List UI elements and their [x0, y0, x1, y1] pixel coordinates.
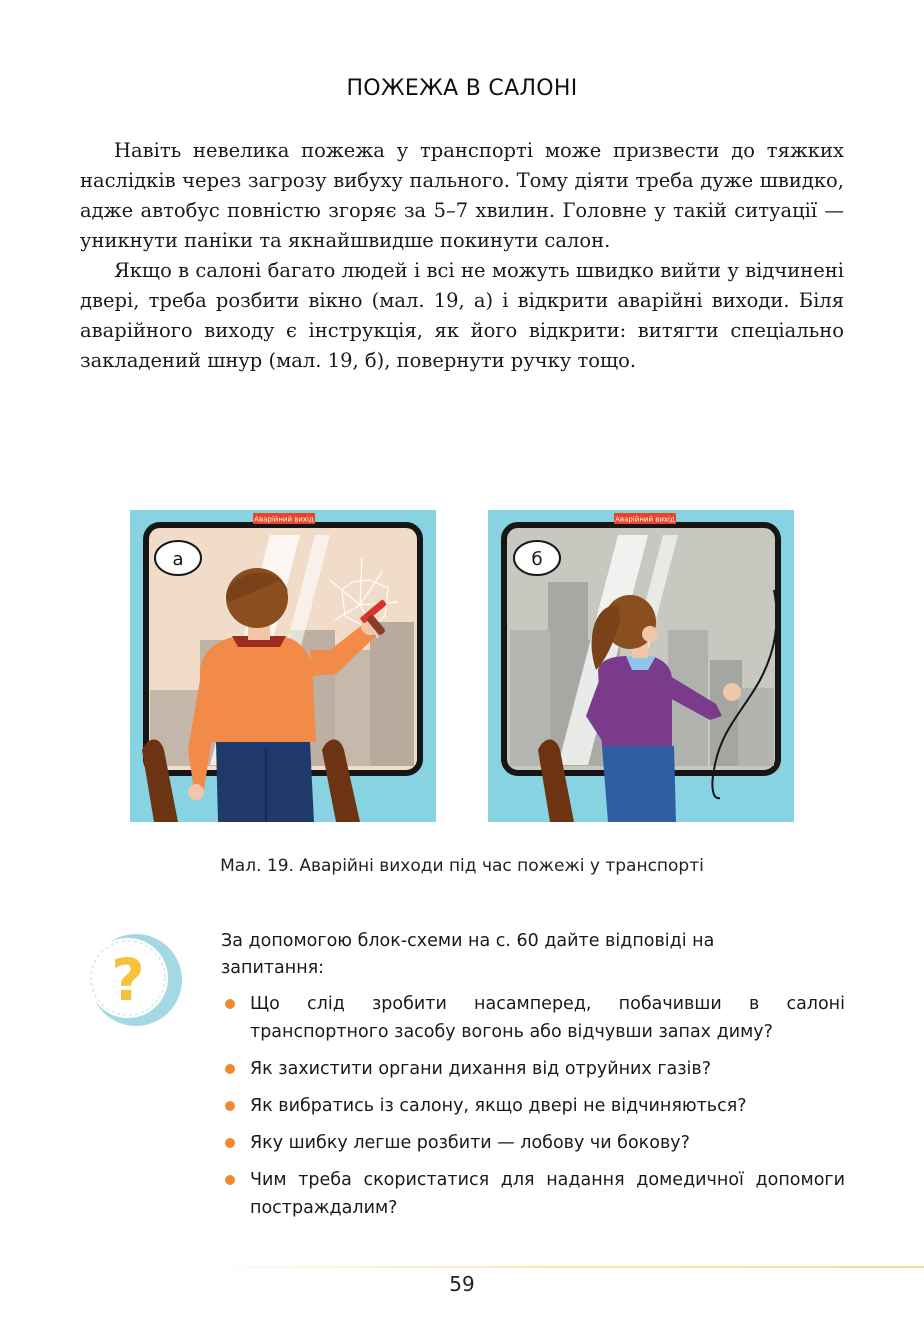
paragraph-2: Якщо в салоні багато людей і всі не можуть швидко вийти у відчинені двері, треба розбити вікно (мал. 19, а) і відкрити аварійні виходи. Біля аварійного виходу є інструкція, як його відкрити: витягти спеціально закладений шнур (мал. 19, б), повернути ручку тощо.: [80, 259, 844, 372]
page-title: ПОЖЕЖА В САЛОНІ: [346, 76, 578, 101]
label-b: б: [531, 549, 543, 570]
main-text: [80, 136, 844, 376]
list-item: [221, 1055, 845, 1083]
figure-b-pulling-cord: [488, 510, 794, 822]
list-item: [221, 990, 845, 1046]
bullet-icon: [225, 1064, 235, 1074]
illustration-b: [488, 510, 794, 822]
questions-list: [221, 990, 845, 1231]
figure-caption: Мал. 19. Аварійні виходи під час пожежі у транспорті: [220, 856, 704, 876]
question-mark-icon: [84, 930, 184, 1030]
list-item: [221, 1166, 845, 1222]
illustration-a: [130, 510, 436, 822]
paragraph-1: Навіть невелика пожежа у транспорті може призвести до тяжких наслідків через загрозу вибуху пального. Тому діяти треба дуже швидко, адже автобус повністю згоряє за 5–7 хвилин. Головне у такій ситуації — уникнути паніки та якнайшвидше покинути салон.: [80, 139, 844, 252]
exit-sign-label: Аварійний вихід: [254, 515, 314, 524]
question-text: Чим треба скористатися для надання домедичної допомоги постраждалим?: [250, 1170, 845, 1218]
question-text: Що слід зробити насамперед, побачивши в салоні транспортного засобу вогонь або відчувши запах диму?: [250, 994, 845, 1042]
question-text: Як вибратись із салону, якщо двері не відчиняються?: [250, 1096, 747, 1116]
bullet-icon: [225, 1138, 235, 1148]
questions-intro: За допомогою блок-схеми на с. 60 дайте відповіді на запитання:: [221, 931, 715, 978]
question-text: Як захистити органи дихання від отруйних газів?: [250, 1059, 712, 1079]
bullet-icon: [225, 1175, 235, 1185]
label-a: а: [172, 549, 184, 570]
list-item: [221, 1129, 845, 1157]
exit-sign-label: Аварійний вихід: [615, 515, 675, 524]
bullet-icon: [225, 999, 235, 1009]
footer-divider: [180, 1266, 924, 1268]
question-text: Яку шибку легше розбити — лобову чи бокову?: [250, 1133, 690, 1153]
bullet-icon: [225, 1101, 235, 1111]
figure-a-breaking-window: [130, 510, 436, 822]
page-number: 59: [449, 1272, 475, 1296]
list-item: [221, 1092, 845, 1120]
svg-text:?: ?: [111, 946, 145, 1014]
